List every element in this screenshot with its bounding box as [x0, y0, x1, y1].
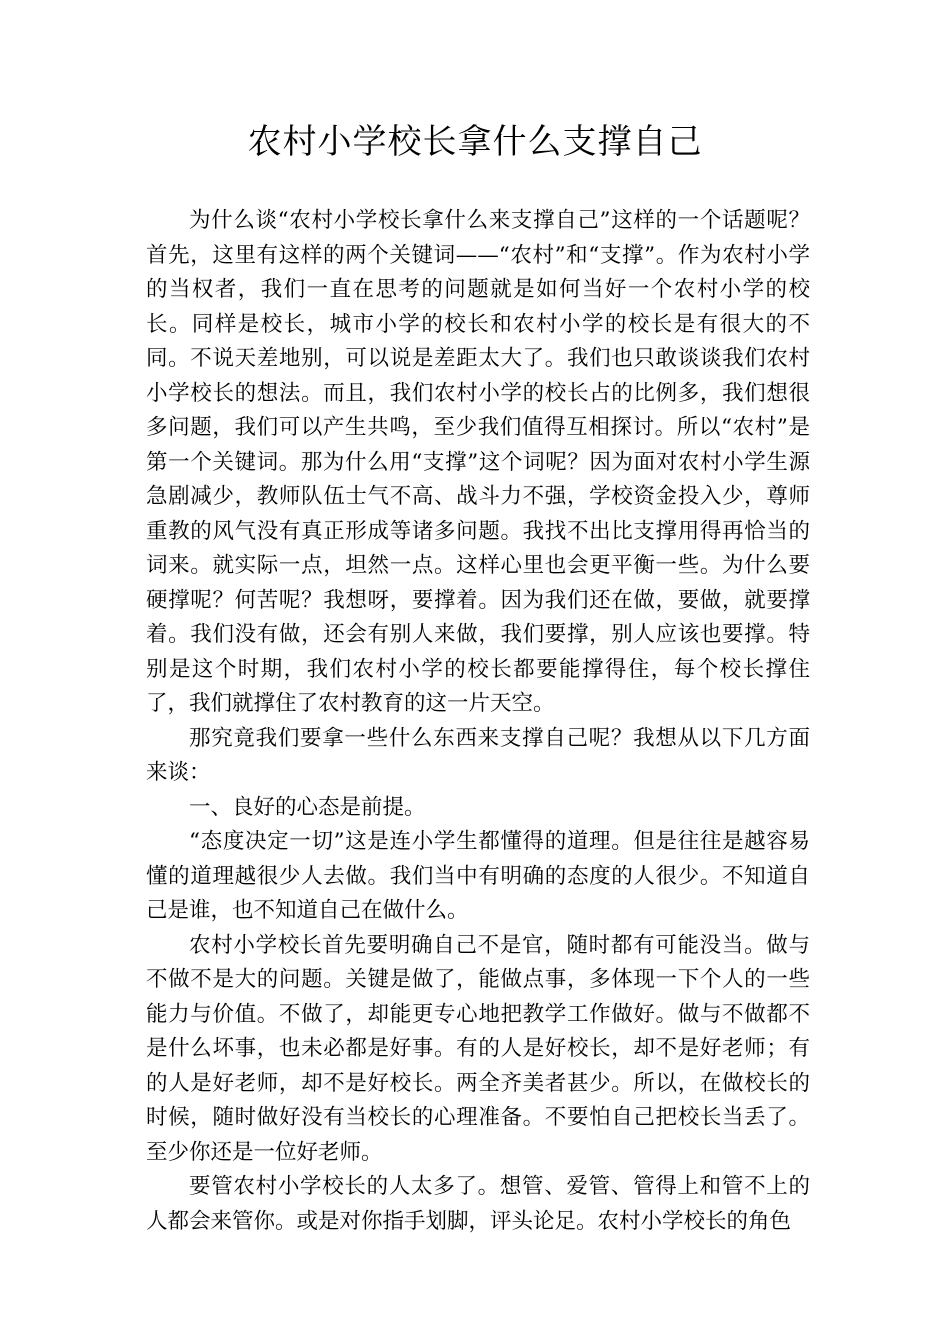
document-body	[146, 204, 810, 1239]
paragraph: “态度决定一切”这是连小学生都懂得的道理。但是往往是越容易懂的道理越很少人去做。我们当中有明确的态度的人很少。不知道自己是谁，也不知道自己在做什么。	[146, 829, 810, 923]
paragraph: 农村小学校长首先要明确自己不是官，随时都有可能没当。做与不做不是大的问题。关键是做了，能做点事，多体现一下个人的一些能力与价值。不做了，却能更专心地把教学工作做好。做与不做都不是什么坏事，也未必都是好事。有的人是好校长，却不是好老师；有的人是好老师，却不是好校长。两全齐美者甚少。所以，在做校长的时候，随时做好没有当校长的心理准备。不要怕自己把校长当丢了。至少你还是一位好老师。	[146, 932, 810, 1165]
paragraph: 那究竟我们要拿一些什么东西来支撑自己呢？我想从以下几方面来谈：	[146, 725, 810, 785]
document-title: 农村小学校长拿什么支撑自己	[247, 122, 703, 162]
paragraph: 要管农村小学校长的人太多了。想管、爱管、管得上和管不上的人都会来管你。或是对你指手划脚，评头论足。农村小学校长的角色	[146, 1174, 810, 1234]
paragraph: 为什么谈“农村小学校长拿什么来支撑自己”这样的一个话题呢？首先，这里有这样的两个关键词——“农村”和“支撑”。作为农村小学的当权者，我们一直在思考的问题就是如何当好一个农村小学的校长。同样是校长，城市小学的校长和农村小学的校长是有很大的不同。不说天差地别，可以说是差距太大了。我们也只敢谈谈我们农村小学校长的想法。而且，我们农村小学的校长占的比例多，我们想很多问题，我们可以产生共鸣，至少我们值得互相探讨。所以“农村”是第一个关键词。那为什么用“支撑”这个词呢？因为面对农村小学生源急剧减少，教师队伍士气不高、战斗力不强，学校资金投入少，尊师重教的风气没有真正形成等诸多问题。我找不出比支撑用得再恰当的词来。就实际一点，坦然一点。这样心里也会更平衡一些。为什么要硬撑呢？何苦呢？我想呀，要撑着。因为我们还在做，要做，就要撑着。我们没有做，还会有别人来做，我们要撑，别人应该也要撑。特别是这个时期，我们农村小学的校长都要能撑得住，每个校长撑住了，我们就撑住了农村教育的这一片天空。	[146, 208, 810, 716]
section-heading: 一、良好的心态是前提。	[189, 794, 426, 820]
